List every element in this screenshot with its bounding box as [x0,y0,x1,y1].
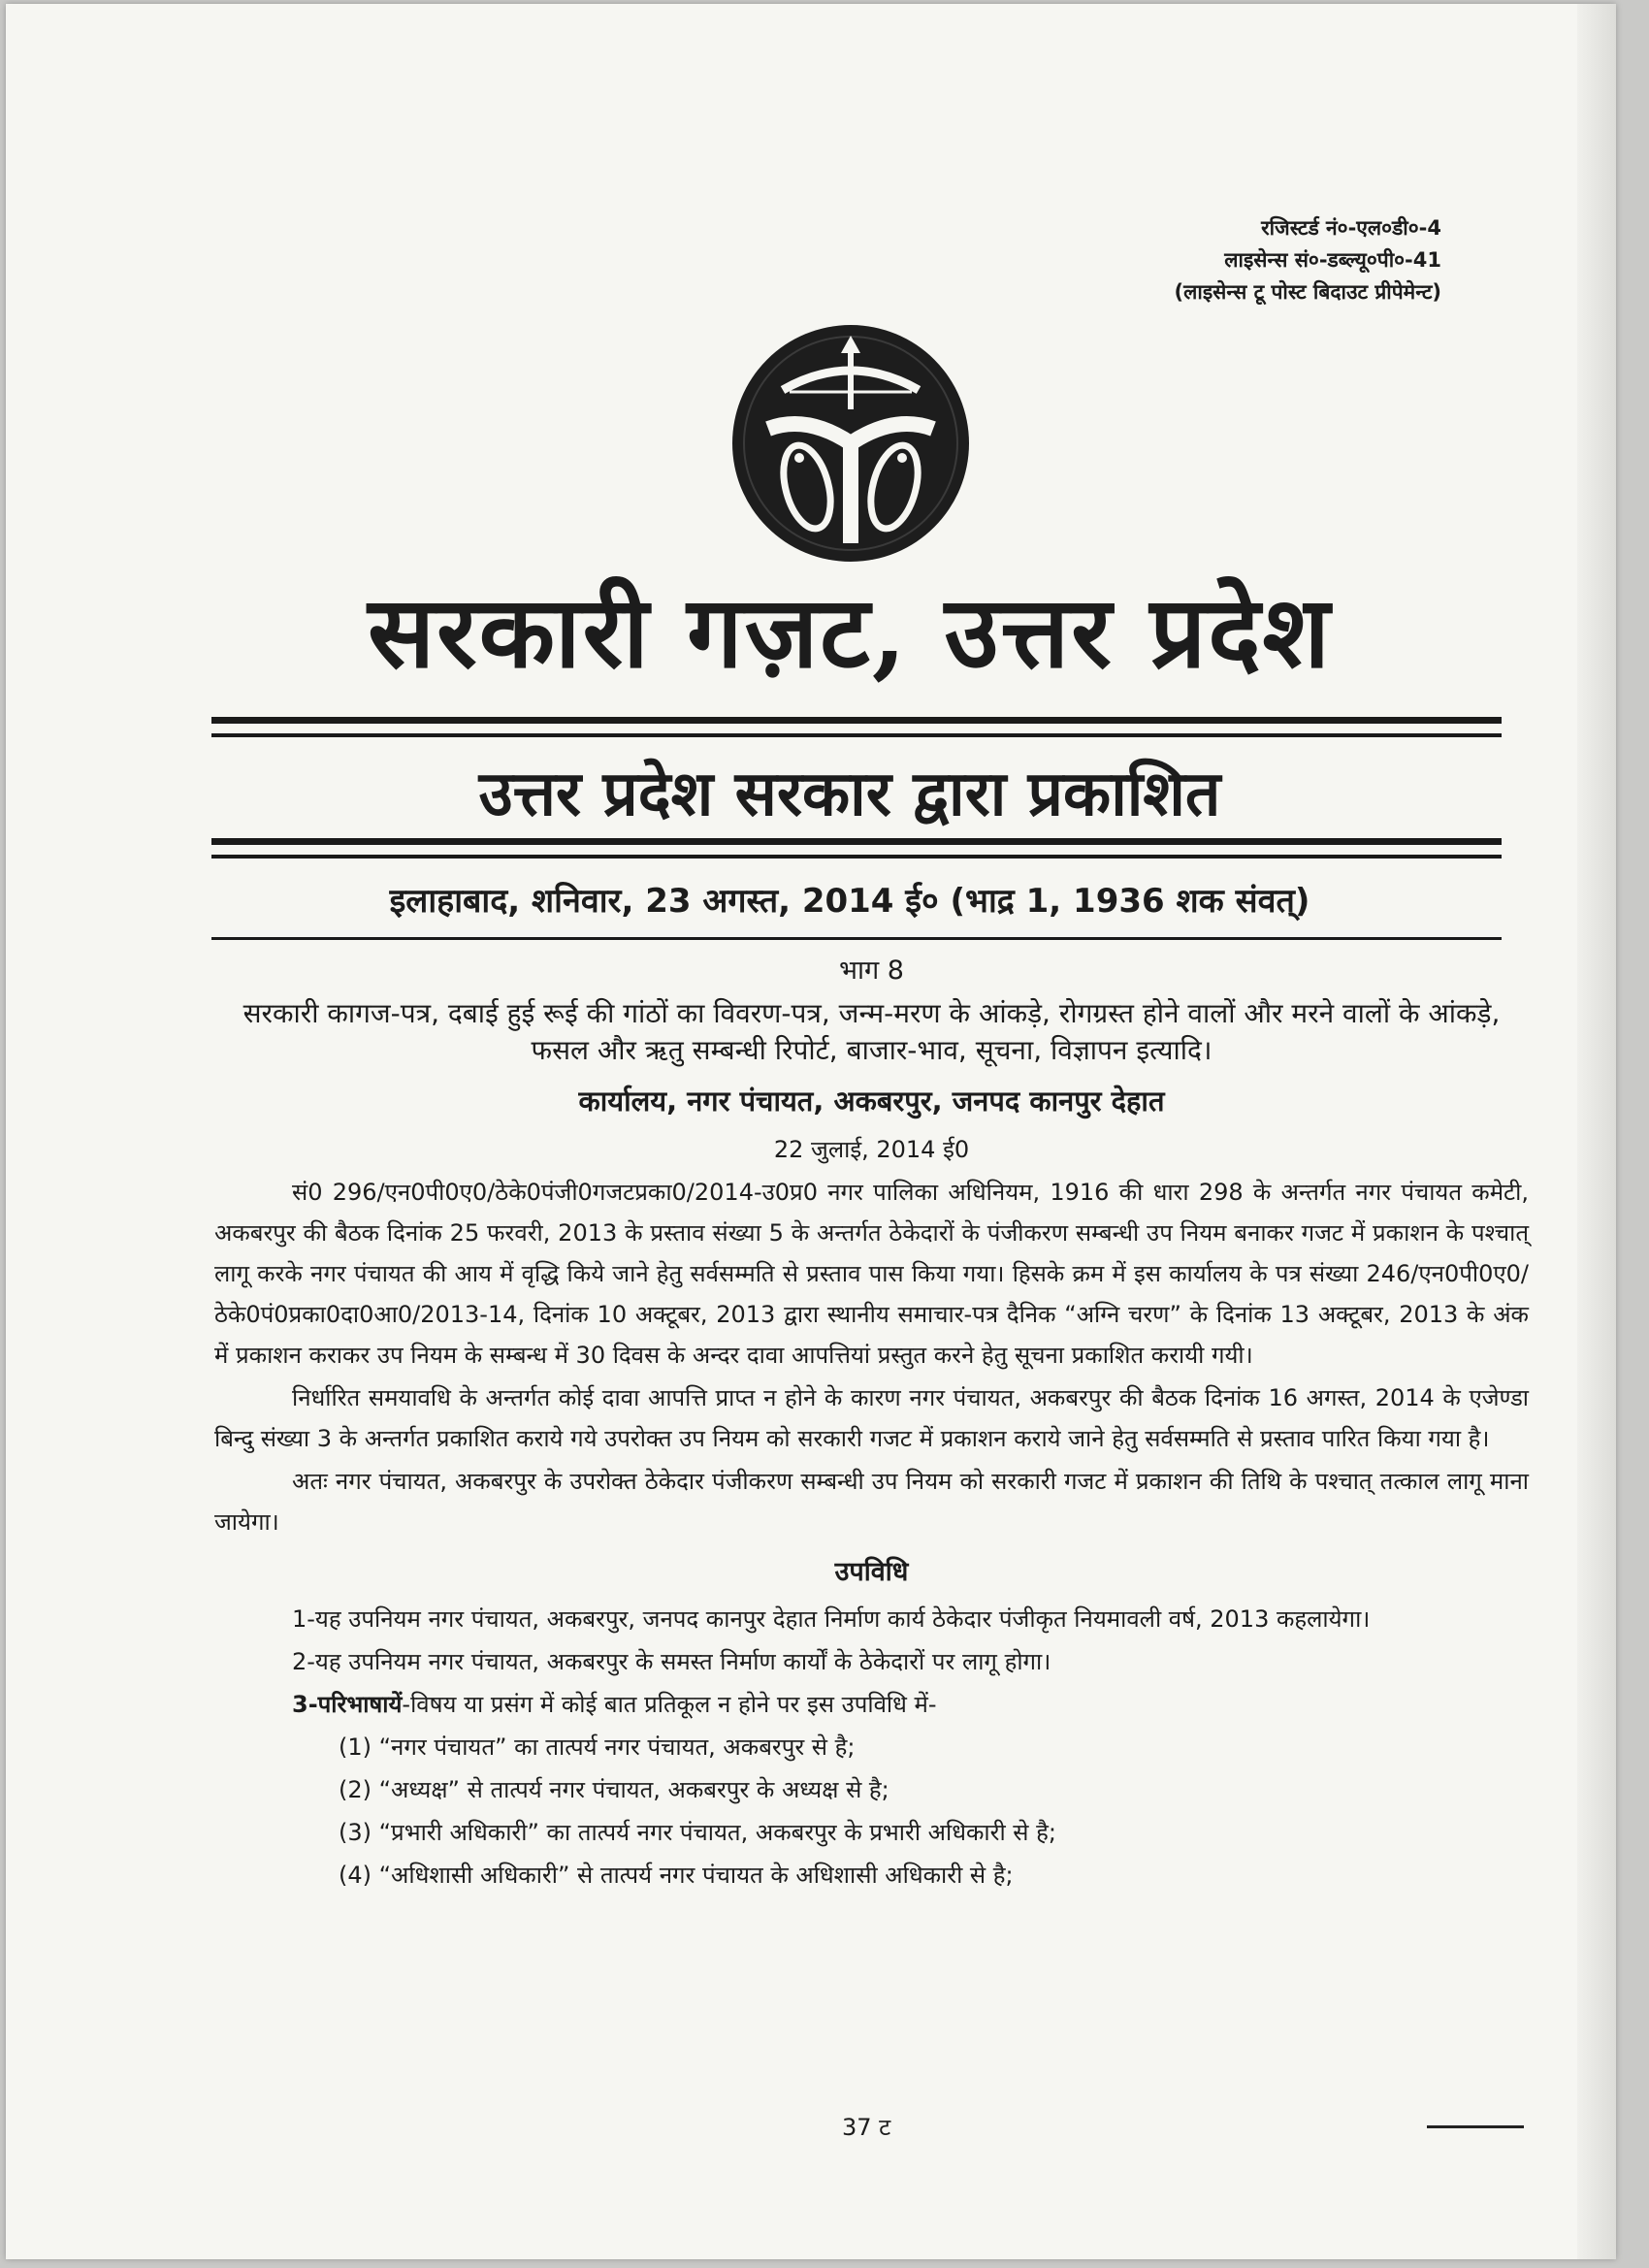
footer-dash [1427,2125,1524,2128]
rule-2: 2-यह उपनियम नगर पंचायत, अकबरपुर के समस्त निर्माण कार्यों के ठेकेदारों पर लागू होगा। [292,1648,1051,1675]
rule-3-text: -विषय या प्रसंग में कोई बात प्रतिकूल न होने पर इस उपविधि में- [402,1691,937,1718]
gazette-subtitle: उत्तर प्रदेश सरकार द्वारा प्रकाशित [478,758,1221,830]
subtitle-rule-thin [211,855,1502,859]
registration-block [1175,212,1441,308]
rule-3-label: 3-परिभाषायें [292,1691,403,1718]
notice-paragraph-2: निर्धारित समयावधि के अन्तर्गत कोई दावा आपत्ति प्राप्त न होने के कारण नगर पंचायत, अकबरपुर की बैठक दिनांक 16 अगस्त, 2014 के एजेण्डा बिन्दु संख्या 3 के अन्तर्गत प्रकाशित कराये गये उपरोक्त उप नियम को सरकारी गजट में प्रकाशन कराये जाने हेतु सर्वसम्मति से प्रस्ताव पारित किया गया है। [214,1384,1529,1452]
part-description: सरकारी कागज-पत्र, दबाई हुई रूई की गांठों का विवरण-पत्र, जन्म-मरण के आंकड़े, रोगग्रस्त होने वालों और मरने वालों के आंकड़े, फसल और ऋतु सम्बन्धी रिपोर्ट, बाजार-भाव, सूचना, विज्ञापन इत्यादि। [242,997,1501,1066]
office-heading: कार्यालय, नगर पंचायत, अकबरपुर, जनपद कानपुर देहात [578,1085,1165,1118]
definition-1: (1) “नगर पंचायत” का तात्पर्य नगर पंचायत, अकबरपुर से है; [339,1733,856,1761]
definition-3: (3) “प्रभारी अधिकारी” का तात्पर्य नगर पंचायत, अकबरपुर के प्रभारी अधिकारी से है; [339,1819,1056,1846]
gazette-dateline: इलाहाबाद, शनिवार, 23 अगस्त, 2014 ई० (भाद्र 1, 1936 शक संवत्) [389,882,1310,921]
gazette-body [214,951,1529,1897]
license-number: लाइसेन्स सं०-डब्ल्यू०पी०-41 [1224,248,1441,272]
notice-paragraph-1: सं0 296/एन0पी0ए0/ठेके0पंजी0गजटप्रका0/2014-उ0प्र0 नगर पालिका अधिनियम, 1916 की धारा 298 के अन्तर्गत नगर पंचायत कमेटी, अकबरपुर की बैठक दिनांक 25 फरवरी, 2013 के प्रस्ताव संख्या 5 के अन्तर्गत ठेकेदारों के पंजीकरण सम्बन्धी उप नियम बनाकर गजट में प्रकाशन के पश्चात् लागू करके नगर पंचायत की आय में वृद्धि किये जाने हेतु सर्वसम्मति से प्रस्ताव पास किया गया। हिसके क्रम में इस कार्यालय के पत्र संख्या 246/एन0पी0ए0/ठेके0पं0प्रका0दा0आ0/2013-14, दिनांक 10 अक्टूबर, 2013 द्वारा स्थानीय समाचार-पत्र दैनिक “अग्नि चरण” के दिनांक 13 अक्टूबर, 2013 के अंक में प्रकाशन कराकर उप नियम के सम्बन्ध में 30 दिवस के अन्दर दावा आपत्तियां प्रस्तुत करने हेतु सूचना प्रकाशित करायी गयी। [214,1179,1529,1369]
dateline-rule [211,937,1502,940]
registration-number: रजिस्टर्ड नं०-एल०डी०-4 [1261,216,1441,240]
subtitle-rule [211,838,1502,845]
definition-4: (4) “अधिशासी अधिकारी” से तात्पर्य नगर पंचायत के अधिशासी अधिकारी से है; [339,1862,1014,1889]
page-edge [1577,4,1616,2259]
gazette-page [6,4,1616,2259]
definition-2: (2) “अध्यक्ष” से तात्पर्य नगर पंचायत, अकबरपुर के अध्यक्ष से है; [339,1776,889,1803]
rule-1: 1-यह उपनियम नगर पंचायत, अकबरपुर, जनपद कानपुर देहात निर्माण कार्य ठेकेदार पंजीकृत नियमावली वर्ष, 2013 कहलायेगा। [292,1605,1371,1633]
page-number: 37 ट [842,2114,891,2141]
notice-paragraph-3: अतः नगर पंचायत, अकबरपुर के उपरोक्त ठेकेदार पंजीकरण सम्बन्धी उप नियम को सरकारी गजट में प्रकाशन की तिथि के पश्चात् तत्काल लागू माना जायेगा। [214,1468,1529,1536]
notice-date: 22 जुलाई, 2014 ई0 [773,1136,970,1163]
gazette-title: सरकारी गज़ट, उत्तर प्रदेश [368,574,1332,691]
title-rule-thin [211,733,1502,737]
up-government-emblem-icon [729,322,972,565]
bylaw-heading: उपविधि [834,1557,909,1587]
title-rule [211,717,1502,724]
license-note: (लाइसेन्स टू पोस्ट बिदाउट प्रीपेमेन्ट) [1174,280,1441,304]
rule-3 [214,1684,1529,1725]
part-number: भाग 8 [839,956,904,986]
